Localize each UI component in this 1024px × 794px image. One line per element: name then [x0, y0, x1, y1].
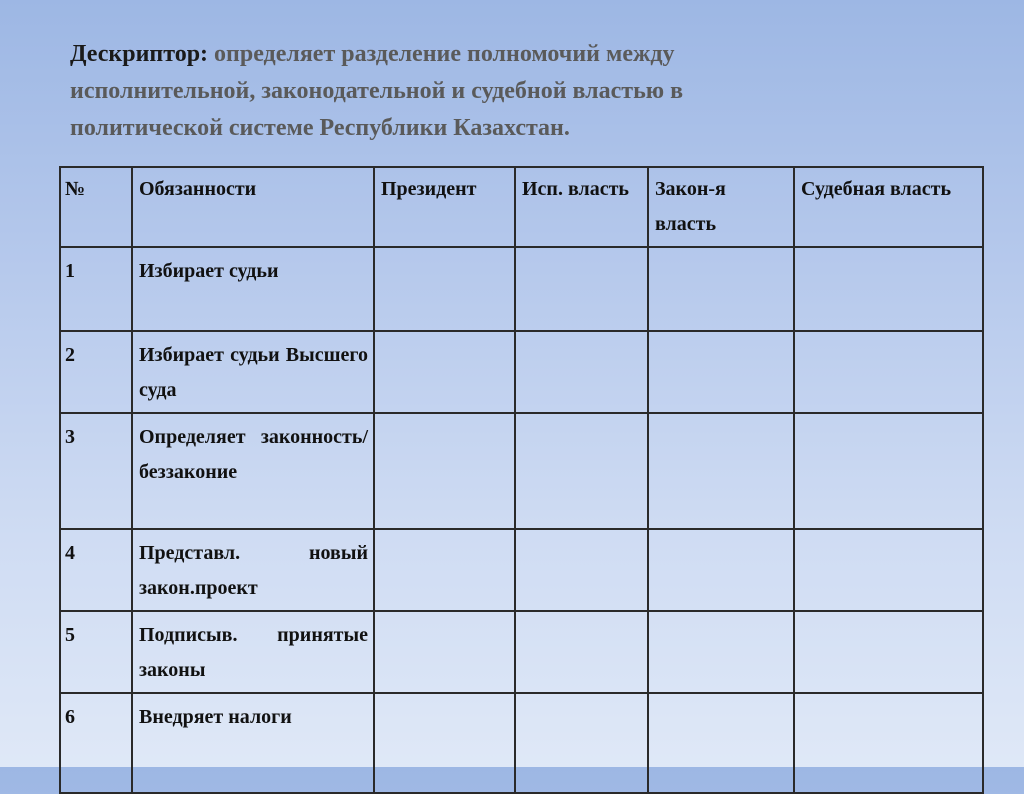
cell-president[interactable]: [374, 413, 515, 529]
cell-president[interactable]: [374, 331, 515, 413]
cell-judicial[interactable]: [794, 611, 983, 693]
cell-president[interactable]: [374, 611, 515, 693]
cell-executive[interactable]: [515, 693, 648, 793]
header-judicial: Судебная власть: [794, 167, 983, 247]
duties-table: [59, 166, 984, 794]
row-number: 1: [60, 247, 132, 331]
cell-legislative[interactable]: [648, 611, 794, 693]
row-number: 2: [60, 331, 132, 413]
row-duty: Внедряет налоги: [132, 693, 374, 793]
row-number: 6: [60, 693, 132, 793]
row-duty: Представл. новый закон.проект: [132, 529, 374, 611]
cell-executive[interactable]: [515, 247, 648, 331]
slide-heading: [70, 36, 830, 147]
row-number: 4: [60, 529, 132, 611]
cell-legislative[interactable]: [648, 331, 794, 413]
descriptor-label: Дескриптор:: [70, 41, 209, 67]
cell-president[interactable]: [374, 247, 515, 331]
row-duty: Подписыв. принятые законы: [132, 611, 374, 693]
header-duties: Обязанности: [132, 167, 374, 247]
cell-legislative[interactable]: [648, 529, 794, 611]
row-duty: Избирает судьи: [132, 247, 374, 331]
cell-legislative[interactable]: [648, 247, 794, 331]
cell-president[interactable]: [374, 693, 515, 793]
cell-executive[interactable]: [515, 529, 648, 611]
table-row: [60, 529, 983, 611]
descriptor-text: определяет разделение полномочий между исполнительной, законодательной и судебной властью в политической системе Республики Казахстан.: [70, 41, 684, 141]
cell-judicial[interactable]: [794, 693, 983, 793]
header-president: Президент: [374, 167, 515, 247]
table-row: [60, 693, 983, 793]
table-header-row: [60, 167, 983, 247]
cell-legislative[interactable]: [648, 693, 794, 793]
table-row: [60, 331, 983, 413]
header-number: №: [60, 167, 132, 247]
table-row: [60, 413, 983, 529]
cell-legislative[interactable]: [648, 413, 794, 529]
cell-executive[interactable]: [515, 611, 648, 693]
cell-president[interactable]: [374, 529, 515, 611]
header-executive: Исп. власть: [515, 167, 648, 247]
row-duty: Избирает судьи Высшего суда: [132, 331, 374, 413]
row-number: 5: [60, 611, 132, 693]
cell-judicial[interactable]: [794, 529, 983, 611]
cell-judicial[interactable]: [794, 413, 983, 529]
cell-judicial[interactable]: [794, 247, 983, 331]
cell-executive[interactable]: [515, 331, 648, 413]
table-row: [60, 611, 983, 693]
header-legislative: Закон-я власть: [648, 167, 794, 247]
cell-executive[interactable]: [515, 413, 648, 529]
row-number: 3: [60, 413, 132, 529]
table-row: [60, 247, 983, 331]
row-duty: Определяет законность/ беззаконие: [132, 413, 374, 529]
cell-judicial[interactable]: [794, 331, 983, 413]
